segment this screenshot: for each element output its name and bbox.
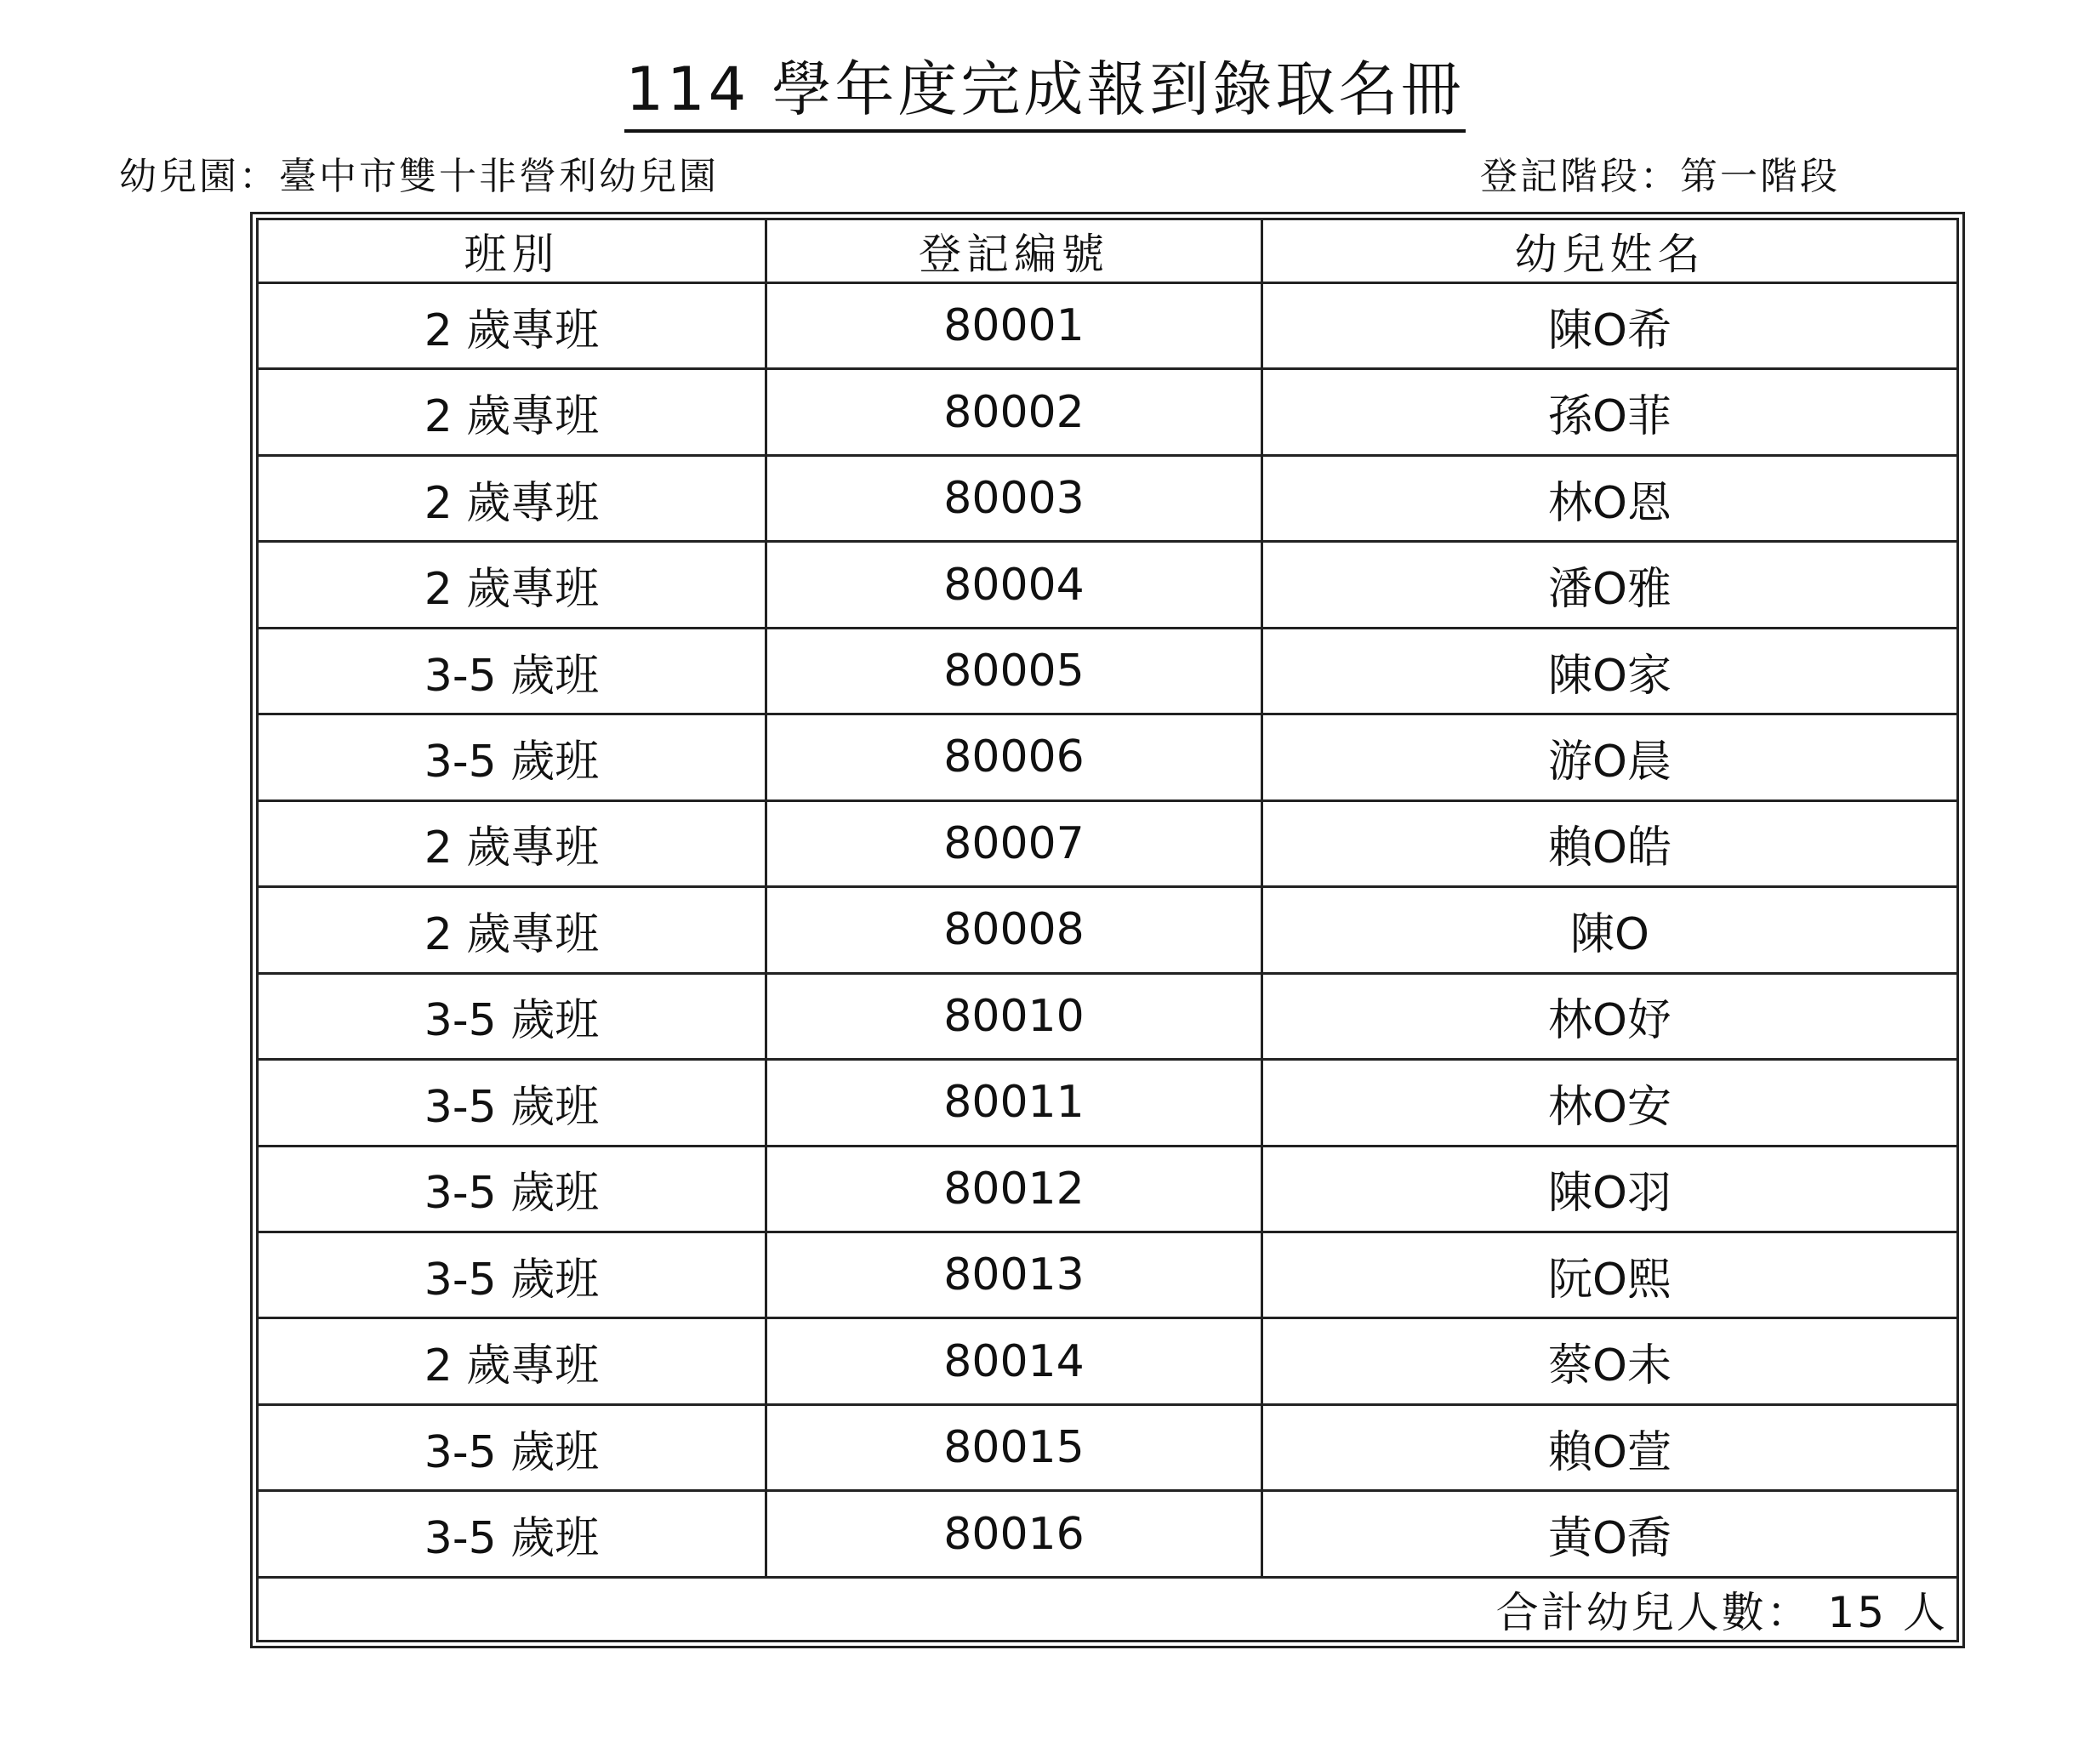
class-cell: 3-5 歲班 [258,1404,766,1490]
table-row [258,1404,1958,1490]
child-name-cell: 陳O羽 [1262,1146,1958,1232]
table-row [258,714,1958,800]
registration-number-cell: 80013 [766,1232,1262,1317]
child-name-cell: 游O晨 [1262,714,1958,800]
registration-number-cell: 80003 [766,455,1262,541]
header-class: 班別 [258,219,766,283]
registration-number-cell: 80016 [766,1491,1262,1578]
child-name-cell: 林O妤 [1262,973,1958,1059]
table-row [258,542,1958,628]
registration-number-cell: 80001 [766,283,1262,369]
total-count: 合計幼兒人數： 15 人 [258,1578,1958,1642]
table-row [258,973,1958,1059]
table-row [258,1146,1958,1232]
child-name-cell: 林O恩 [1262,455,1958,541]
table-row [258,1491,1958,1578]
table-row [258,800,1958,886]
child-name-cell: 潘O雅 [1262,542,1958,628]
class-cell: 2 歲專班 [258,1318,766,1404]
registration-number-cell: 80012 [766,1146,1262,1232]
child-name-cell: 孫O菲 [1262,369,1958,455]
registration-number-cell: 80004 [766,542,1262,628]
class-cell: 3-5 歲班 [258,1491,766,1578]
table-row [258,887,1958,973]
class-cell: 2 歲專班 [258,369,766,455]
table-row [258,628,1958,714]
class-cell: 2 歲專班 [258,887,766,973]
class-cell: 3-5 歲班 [258,1232,766,1317]
child-name-cell: 林O安 [1262,1060,1958,1146]
class-cell: 3-5 歲班 [258,973,766,1059]
total-row [258,1578,1958,1642]
header-child-name: 幼兒姓名 [1262,219,1958,283]
child-name-cell: 蔡O未 [1262,1318,1958,1404]
table-row [258,1060,1958,1146]
table-body [258,283,1958,1578]
registration-number-cell: 80015 [766,1404,1262,1490]
document-title-text: 114 學年度完成報到錄取名冊 [624,51,1466,133]
registration-number-cell: 80011 [766,1060,1262,1146]
kindergarten-name: 幼兒園：臺中市雙十非營利幼兒園 [119,155,719,198]
registration-number-cell: 80010 [766,973,1262,1059]
table-row [258,455,1958,541]
class-cell: 2 歲專班 [258,800,766,886]
class-cell: 3-5 歲班 [258,628,766,714]
enrollment-table [256,218,1959,1642]
child-name-cell: 黃O喬 [1262,1491,1958,1578]
class-cell: 2 歲專班 [258,455,766,541]
child-name-cell: 陳O [1262,887,1958,973]
table-row [258,283,1958,369]
class-cell: 2 歲專班 [258,542,766,628]
child-name-cell: 賴O萱 [1262,1404,1958,1490]
header-registration-number: 登記編號 [766,219,1262,283]
registration-number-cell: 80008 [766,887,1262,973]
document-title [0,51,2090,133]
class-cell: 3-5 歲班 [258,1060,766,1146]
table-header-row [258,219,1958,283]
registration-number-cell: 80014 [766,1318,1262,1404]
registration-number-cell: 80002 [766,369,1262,455]
registration-number-cell: 80005 [766,628,1262,714]
class-cell: 2 歲專班 [258,283,766,369]
registration-number-cell: 80007 [766,800,1262,886]
registration-stage: 登記階段：第一階段 [1480,155,1840,198]
child-name-cell: 阮O熙 [1262,1232,1958,1317]
table-row [258,1232,1958,1317]
child-name-cell: 陳O家 [1262,628,1958,714]
child-name-cell: 賴O皓 [1262,800,1958,886]
child-name-cell: 陳O希 [1262,283,1958,369]
class-cell: 3-5 歲班 [258,714,766,800]
registration-number-cell: 80006 [766,714,1262,800]
table-row [258,369,1958,455]
class-cell: 3-5 歲班 [258,1146,766,1232]
table-row [258,1318,1958,1404]
enrollment-table-frame [250,212,1965,1648]
